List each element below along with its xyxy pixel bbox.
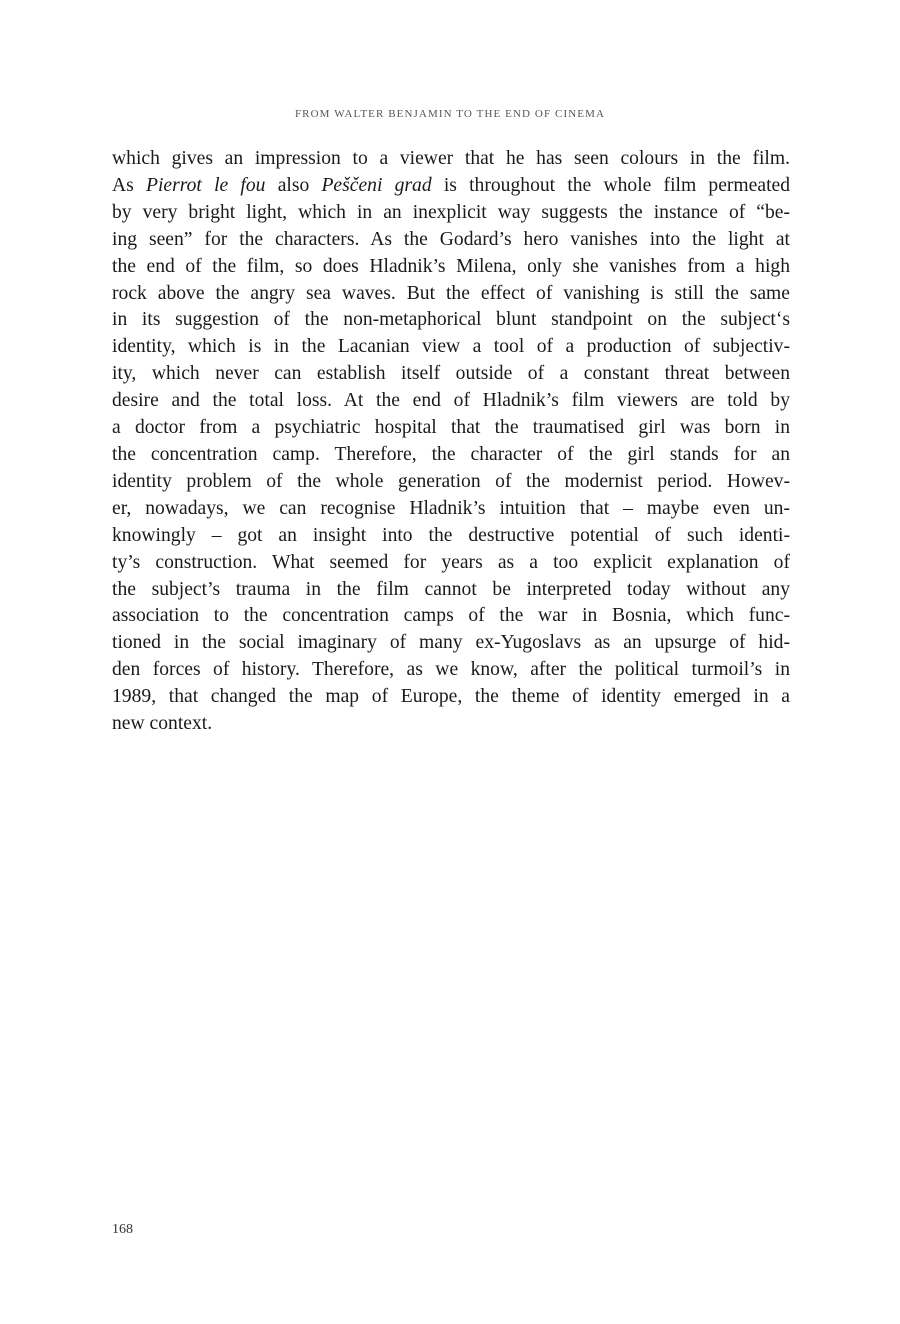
text-line: association to the concentration camps of the war in Bosnia, which func- [112, 605, 790, 627]
text-line: identity, which is in the Lacanian view a tool of a production of subjectiv- [112, 336, 790, 358]
film-title-italic: Pierrot le fou [146, 174, 266, 196]
text-line: tioned in the social imaginary of many ex-Yugoslavs as an upsurge of hid- [112, 632, 790, 654]
text-line: ing seen” for the characters. As the Godard’s hero vanishes into the light at [112, 228, 790, 250]
text-line: rock above the angry sea waves. But the effect of vanishing is still the same [112, 282, 790, 304]
text-line: desire and the total loss. At the end of Hladnik’s film viewers are told by [112, 390, 790, 412]
text-line: which gives an impression to a viewer that he has seen colours in the film. [112, 148, 790, 169]
film-title-italic: Peščeni grad [321, 174, 432, 196]
text-line: den forces of history. Therefore, as we know, after the political turmoil’s in [112, 659, 790, 681]
text-line: new context. [112, 713, 213, 735]
text-line: knowingly – got an insight into the destructive potential of such identi- [112, 524, 790, 546]
running-header: FROM WALTER BENJAMIN TO THE END OF CINEMA [294, 108, 606, 120]
page-number: 168 [112, 1222, 133, 1237]
text-line: the subject’s trauma in the film cannot be interpreted today without any [112, 578, 790, 600]
text-line: in its suggestion of the non-metaphorical blunt standpoint on the subject‘s [112, 309, 790, 331]
body-paragraph [112, 146, 790, 738]
text-line: the concentration camp. Therefore, the character of the girl stands for an [112, 443, 790, 465]
text-line: ity, which never can establish itself outside of a constant threat between [112, 363, 790, 385]
text-line: identity problem of the whole generation of the modernist period. Howev- [112, 470, 790, 492]
text-line: a doctor from a psychiatric hospital that the traumatised girl was born in [112, 417, 790, 439]
text-line: er, nowadays, we can recognise Hladnik’s intuition that – maybe even un- [112, 497, 790, 519]
text-line: ty’s construction. What seemed for years as a too explicit explanation of [112, 551, 790, 573]
text-line: As Pierrot le fou also Peščeni grad is throughout the whole film permeated [112, 174, 791, 196]
text-line: 1989, that changed the map of Europe, the theme of identity emerged in a [112, 686, 790, 708]
text-line: the end of the film, so does Hladnik’s Milena, only she vanishes from a high [112, 255, 790, 277]
text-line: by very bright light, which in an inexplicit way suggests the instance of “be- [112, 201, 790, 223]
